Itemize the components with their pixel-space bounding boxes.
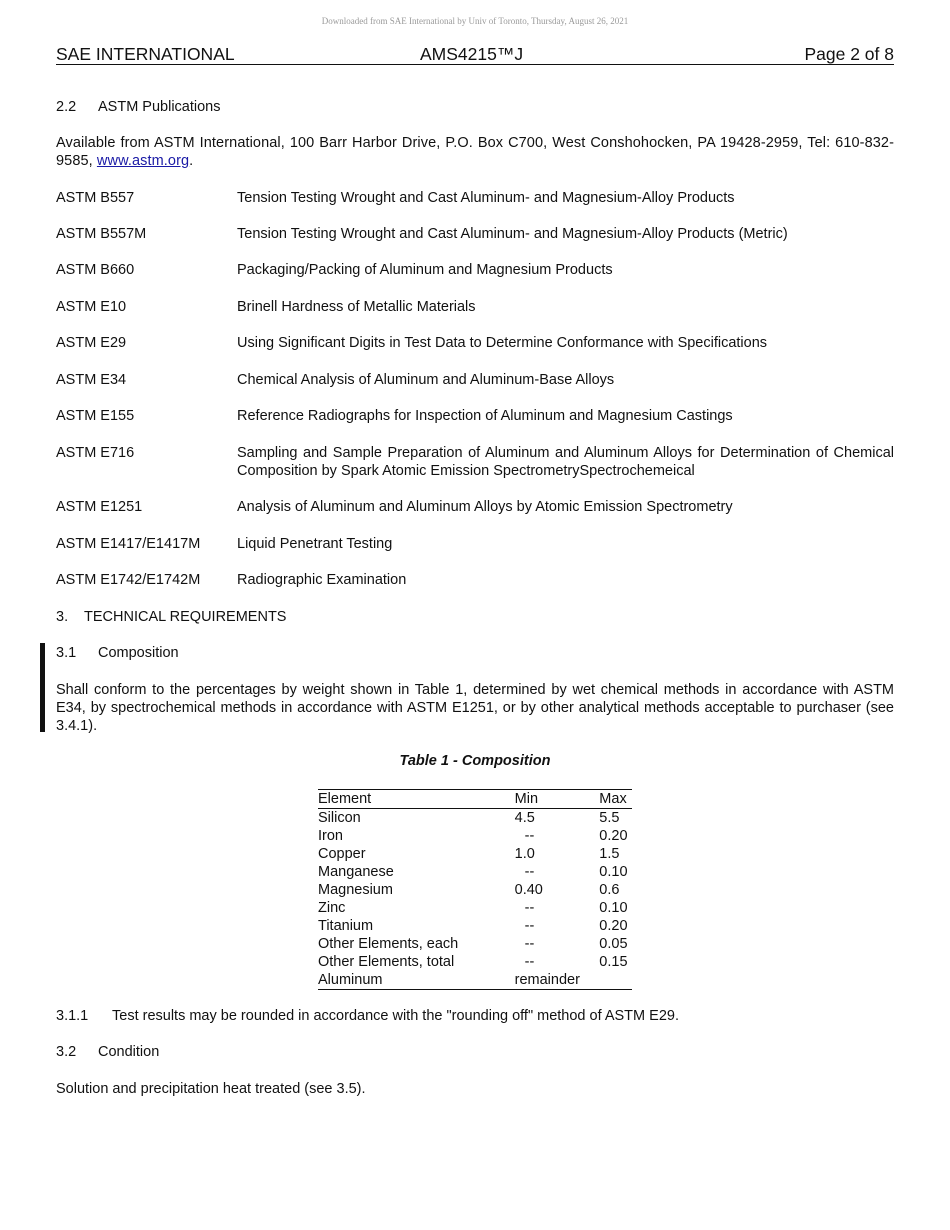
reference-code: ASTM B557 <box>56 190 135 206</box>
composition-paragraph: Shall conform to the percentages by weight shown in Table 1, determined by wet chemical methods in accordance with ASTM E34, by spectrochemical methods in accordance with ASTM E1251, or by other analytical methods acceptable to purchaser (see 3.4.1). <box>56 682 894 734</box>
max-cell: 0.6 <box>599 882 620 898</box>
element-cell: Iron <box>318 828 343 844</box>
max-cell: 5.5 <box>599 810 620 826</box>
header-organization: SAE INTERNATIONAL <box>56 44 235 64</box>
reference-title: Tension Testing Wrought and Cast Aluminum- and Magnesium-Alloy Products <box>237 190 735 206</box>
min-cell: -- <box>524 954 535 970</box>
max-cell: 0.20 <box>599 918 628 934</box>
element-cell: Manganese <box>318 864 394 880</box>
reference-title: Analysis of Aluminum and Aluminum Alloys by Atomic Emission Spectrometry <box>237 499 733 515</box>
page-header <box>56 44 894 65</box>
reference-title: Reference Radiographs for Inspection of Aluminum and Magnesium Castings <box>237 408 733 424</box>
min-cell: 1.0 <box>514 846 535 862</box>
section-number: 3. <box>56 609 69 625</box>
element-cell: Silicon <box>318 810 361 826</box>
condition-paragraph: Solution and precipitation heat treated (see 3.5). <box>56 1081 366 1097</box>
table-row <box>318 863 632 881</box>
element-cell: Other Elements, each <box>318 936 459 952</box>
table-caption: Table 1 - Composition <box>399 753 551 769</box>
availability-text: Available from ASTM International, 100 Barr Harbor Drive, P.O. Box C700, West Conshohocken, PA 19428-2959, Tel: 610-832-9585, <box>56 135 894 169</box>
max-cell: 0.20 <box>599 828 628 844</box>
section-3-2-heading <box>56 1043 159 1061</box>
section-number: 3.1.1 <box>56 1008 89 1024</box>
table-row <box>318 917 632 935</box>
table-row <box>318 827 632 845</box>
section-title: Condition <box>98 1044 160 1060</box>
section-2-2-heading <box>56 98 221 116</box>
reference-code: ASTM E10 <box>56 299 127 315</box>
max-cell: 1.5 <box>599 846 620 862</box>
composition-table <box>318 789 632 990</box>
table-row <box>318 899 632 917</box>
reference-title: Chemical Analysis of Aluminum and Aluminum-Base Alloys <box>237 372 615 388</box>
max-cell: 0.15 <box>599 954 628 970</box>
reference-code: ASTM E1742/E1742M <box>56 572 201 588</box>
reference-code: ASTM E155 <box>56 408 135 424</box>
min-cell: -- <box>524 900 535 916</box>
max-cell <box>599 971 632 990</box>
min-cell: -- <box>524 918 535 934</box>
element-cell: Other Elements, total <box>318 954 455 970</box>
section-3-1-1 <box>56 1007 679 1025</box>
column-header-max: Max <box>599 790 632 809</box>
header-document-number: AMS4215™J <box>420 44 524 64</box>
reference-title: Brinell Hardness of Metallic Materials <box>237 299 476 315</box>
column-header-min: Min <box>515 790 600 809</box>
reference-title: Tension Testing Wrought and Cast Aluminum- and Magnesium-Alloy Products (Metric) <box>237 226 788 242</box>
revision-change-bar <box>40 643 45 732</box>
reference-code: ASTM E716 <box>56 445 135 461</box>
reference-title: Radiographic Examination <box>237 572 407 588</box>
min-cell: 0.40 <box>514 882 543 898</box>
reference-code: ASTM E1417/E1417M <box>56 536 201 552</box>
download-watermark: Downloaded from SAE International by Univ of Toronto, Thursday, August 26, 2021 <box>321 16 629 26</box>
reference-title: Packaging/Packing of Aluminum and Magnesium Products <box>237 262 613 278</box>
reference-code: ASTM E34 <box>56 372 127 388</box>
reference-title: Using Significant Digits in Test Data to Determine Conformance with Specifications <box>237 335 768 351</box>
section-title: TECHNICAL REQUIREMENTS <box>84 609 287 625</box>
reference-code: ASTM B660 <box>56 262 135 278</box>
element-cell: Copper <box>318 846 366 862</box>
table-row <box>318 881 632 899</box>
reference-code: ASTM E29 <box>56 335 127 351</box>
section-3-heading <box>56 608 286 626</box>
section-number: 3.1 <box>56 645 77 661</box>
section-text: Test results may be rounded in accordance with the "rounding off" method of ASTM E29. <box>112 1008 679 1024</box>
reference-code: ASTM E1251 <box>56 499 143 515</box>
element-cell: Titanium <box>318 918 374 934</box>
astm-availability-paragraph <box>56 134 894 170</box>
column-header-element: Element <box>318 790 515 809</box>
availability-suffix: . <box>189 153 194 169</box>
min-cell: -- <box>524 864 535 880</box>
min-cell: 4.5 <box>514 810 535 826</box>
header-page-number: Page 2 of 8 <box>804 44 894 64</box>
element-cell: Zinc <box>318 900 346 916</box>
section-number: 2.2 <box>56 99 77 115</box>
table-row <box>318 935 632 953</box>
max-cell: 0.05 <box>599 936 628 952</box>
astm-website-link[interactable]: www.astm.org <box>96 153 190 169</box>
table-header-row <box>318 790 632 809</box>
element-cell: Magnesium <box>318 882 393 898</box>
section-title: Composition <box>98 645 179 661</box>
reference-code: ASTM B557M <box>56 226 147 242</box>
min-cell: -- <box>524 828 535 844</box>
reference-title: Sampling and Sample Preparation of Aluminum and Aluminum Alloys for Determination of Chemical Composition by Spark Atomic Emission SpectrometrySpectrochemeical <box>237 445 894 479</box>
table-row <box>318 971 632 990</box>
min-cell: -- <box>524 936 535 952</box>
element-cell: Aluminum <box>318 972 383 988</box>
reference-title: Liquid Penetrant Testing <box>237 536 393 552</box>
max-cell: 0.10 <box>599 900 628 916</box>
table-row <box>318 809 632 828</box>
min-cell: remainder <box>514 972 580 988</box>
max-cell: 0.10 <box>599 864 628 880</box>
section-number: 3.2 <box>56 1044 77 1060</box>
section-3-1-heading <box>56 644 179 662</box>
table-row <box>318 953 632 971</box>
section-title: ASTM Publications <box>98 99 221 115</box>
table-row <box>318 845 632 863</box>
